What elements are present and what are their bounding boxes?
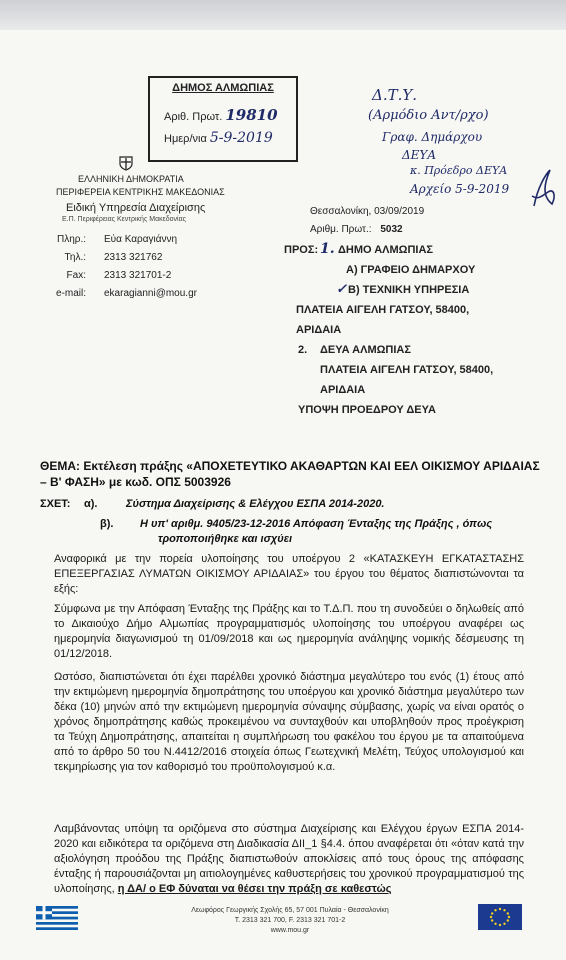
outgoing-protocol-label: Αριθμ. Πρωτ.: — [310, 224, 372, 235]
contact-value: 2313 321762 — [104, 252, 163, 263]
recipient-1-city: ΑΡΙΔΑΙΑ — [296, 324, 342, 336]
recipient-1-number: 1. — [320, 241, 335, 257]
outgoing-protocol-value: 5032 — [380, 224, 403, 235]
contact-label: Πληρ.: — [56, 234, 86, 245]
recipient-1-office-b: Β) ΤΕΧΝΙΚΗ ΥΠΗΡΕΣΙΑ — [348, 284, 470, 296]
recipient-2-name: ΔΕΥΑ ΑΛΜΩΠΙΑΣ — [320, 344, 411, 356]
handwritten-check-icon: ✓ — [336, 282, 347, 297]
body-paragraph-4-underlined: η ΔΑ/ ο ΕΦ δύναται να θέσει την πράξη σε καθεστώς — [117, 883, 392, 895]
footer-website: www.mou.gr — [270, 927, 310, 934]
place-date — [310, 206, 424, 217]
body-paragraph-4-text: Λαμβάνοντας υπόψη τα οριζόμενα στο σύστημα Διαχείρισης και Ελέγχου έργων ΕΣΠΑ 2014-2020 και ειδικότερα τα οριζόμενα στη Διαδικασία ΔΙΙ_1 §4.4. όπου αναφέρεται ότι «όταν κατά την αξιολόγηση προόδου της Πράξης διαπιστωθούν αποκλίσεις από τους όρους της απόφασης ένταξης ή παρουσιάζονται μη αιτιολογημένες καθυστερήσεις του χρονικού προγραμματισμού της υλοποίησης, — [54, 823, 524, 895]
sender-line-4: Ε.Π. Περιφέρειας Κεντρικής Μακεδονίας — [62, 216, 187, 223]
handwritten-note-line-6: Αρχείο 5-9-2019 — [410, 182, 510, 196]
reference-b-label: β). — [100, 518, 114, 530]
greek-flag-icon — [36, 906, 78, 930]
body-paragraph-2: Σύμφωνα με την Απόφαση Ένταξης της Πράξης και το Τ.Δ.Π. που τη συνοδεύει ο δηλωθείς από το Δικαιούχο Δήμο Αλμωπίας προγραμματισμός υλοποίησης του υποέργου αναφέρει ως ημερομηνία διαγωνισμού τη 01/09/2018 και ως ημερομηνία ανάληψης νομικής δέσμευσης τη 01/12/2018. — [54, 603, 524, 660]
handwritten-note-line-2: (Αρμόδιο Αντ/ρχο) — [368, 108, 489, 123]
reference-a-label: α). — [84, 498, 98, 510]
stamp-protocol-row — [164, 106, 278, 124]
subject-text: Εκτέλεση πράξης «ΑΠΟΧΕΤΕΥΤΙΚΟ ΑΚΑΘΑΡΤΩΝ ΚΑΙ ΕΕΛ ΟΙΚΙΣΜΟΥ ΑΡΙΔΑΙΑΣ – Β' ΦΑΣΗ» με κωδ. ΟΠΣ 5003926 — [40, 459, 540, 489]
recipient-1-name: ΔΗΜΟ ΑΛΜΩΠΙΑΣ — [338, 244, 434, 256]
document-page — [0, 30, 566, 960]
recipient-to-label: ΠΡΟΣ: — [284, 244, 319, 256]
reference-b-text-1: Η υπ' αριθμ. 9405/23-12-2016 Απόφαση Ένταξης της Πράξης , όπως — [140, 518, 493, 530]
stamp-title: ΔΗΜΟΣ ΑΛΜΩΠΙΑΣ — [172, 82, 274, 94]
contact-label: Fax: — [66, 270, 86, 281]
recipient-2-attention: ΥΠΟΨΗ ΠΡΟΕΔΡΟΥ ΔΕΥΑ — [298, 404, 436, 416]
body-paragraph-4 — [54, 822, 524, 897]
greek-crest-icon — [119, 155, 133, 171]
contact-label: Τηλ.: — [64, 252, 86, 263]
footer-address: Λεωφόρος Γεωργικής Σχολής 65, 57 001 Πυλαία - Θεσσαλονίκη — [191, 907, 389, 914]
outgoing-protocol — [310, 224, 403, 235]
stamp-date-row — [164, 130, 273, 146]
handwritten-note-line-3: Γραφ. Δημάρχου — [382, 130, 483, 144]
contact-value: 2313 321701-2 — [104, 270, 172, 281]
handwritten-note-line-5: κ. Πρόεδρο ΔΕΥΑ — [410, 164, 508, 177]
place-date-label: Θεσσαλονίκη, — [310, 206, 372, 217]
recipient-1-office-a: Α) ΓΡΑΦΕΙΟ ΔΗΜΑΡΧΟΥ — [346, 264, 476, 276]
registration-stamp — [148, 76, 298, 162]
sender-line-1: ΕΛΛΗΝΙΚΗ ΔΗΜΟΚΡΑΤΙΑ — [78, 174, 184, 184]
eu-flag-icon — [478, 904, 522, 930]
reference-b-text-2: τροποποιήθηκε και ισχύει — [158, 533, 293, 545]
recipient-2-address: ΠΛΑΤΕΙΑ ΑΙΓΕΛΗ ΓΑΤΣΟΥ, 58400, — [320, 364, 494, 376]
subject-label: ΘΕΜΑ: — [40, 459, 80, 473]
footer-phones: Τ. 2313 321 700, F. 2313 321 701-2 — [234, 917, 346, 924]
contact-label: e-mail: — [55, 288, 86, 299]
sender-line-3: Ειδική Υπηρεσία Διαχείρισης — [66, 202, 206, 214]
contact-value: Εύα Καραγιάννη — [104, 234, 178, 245]
reference-a-text: Σύστημα Διαχείρισης & Ελέγχου ΕΣΠΑ 2014-2020. — [126, 498, 385, 510]
handwritten-note-line-1: Δ.Τ.Υ. — [372, 86, 418, 104]
contact-value: ekaragianni@mou.gr — [104, 288, 197, 299]
sender-line-2: ΠΕΡΙΦΕΡΕΙΑ ΚΕΝΤΡΙΚΗΣ ΜΑΚΕΔΟΝΙΑΣ — [56, 187, 225, 197]
handwritten-signature — [528, 166, 560, 212]
stamp-protocol-value: 19810 — [225, 106, 278, 124]
scan-top-border — [0, 0, 566, 30]
body-paragraph-1: Αναφορικά με την πορεία υλοποίησης του υποέργου 2 «ΚΑΤΑΣΚΕΥΗ ΕΓΚΑΤΑΣΤΑΣΗΣ ΕΠΕΞΕΡΓΑΣΙΑΣ ΛΥΜΑΤΩΝ ΟΙΚΙΣΜΟΥ ΑΡΙΔΑΙΑΣ» του έργου του θέματος διαπιστώνονται τα εξής: — [54, 553, 524, 595]
recipient-1-address: ΠΛΑΤΕΙΑ ΑΙΓΕΛΗ ΓΑΤΣΟΥ, 58400, — [296, 304, 470, 316]
handwritten-note-line-4: ΔΕΥΑ — [402, 148, 437, 162]
recipient-2-city: ΑΡΙΔΑΙΑ — [320, 384, 366, 396]
references-label: ΣΧΕΤ: — [40, 498, 71, 510]
stamp-date-value: 5-9-2019 — [209, 130, 273, 146]
subject-block — [40, 458, 540, 490]
stamp-date-label: Ημερ/νια — [164, 133, 207, 145]
recipient-2-number: 2. — [298, 344, 308, 356]
stamp-protocol-label: Αριθ. Πρωτ. — [164, 111, 223, 123]
body-paragraph-3: Ωστόσο, διαπιστώνεται ότι έχει παρέλθει χρονικό διάστημα μεγαλύτερο του ενός (1) έτους από την εκτιμώμενη ημερομηνία δημοπράτησης του υποέργου και χρονικό διάστημα μεγαλύτερο των δέκα (10) μηνών από την εκτιμώμενη ημερομηνία σύναψης σύμβασης, χωρίς να είναι ορατός ο χρόνος δημοπράτησης καθώς προκειμένου να συνταχθούν και υποβληθούν προς προέγκριση τα Τεύχη Δημοπράτησης, απαιτείται η συμπλήρωση του φακέλου του έργου με τα απαιτούμενα από το άρθρο 50 του Ν.4412/2016 στοιχεία όπως Γεωτεχνική Μελέτη, Τεύχος υπολογισμού και τεκμηρίωσης για τον καθορισμό του προϋπολογισμού κ.α. — [54, 671, 524, 773]
place-date-value: 03/09/2019 — [374, 206, 425, 217]
